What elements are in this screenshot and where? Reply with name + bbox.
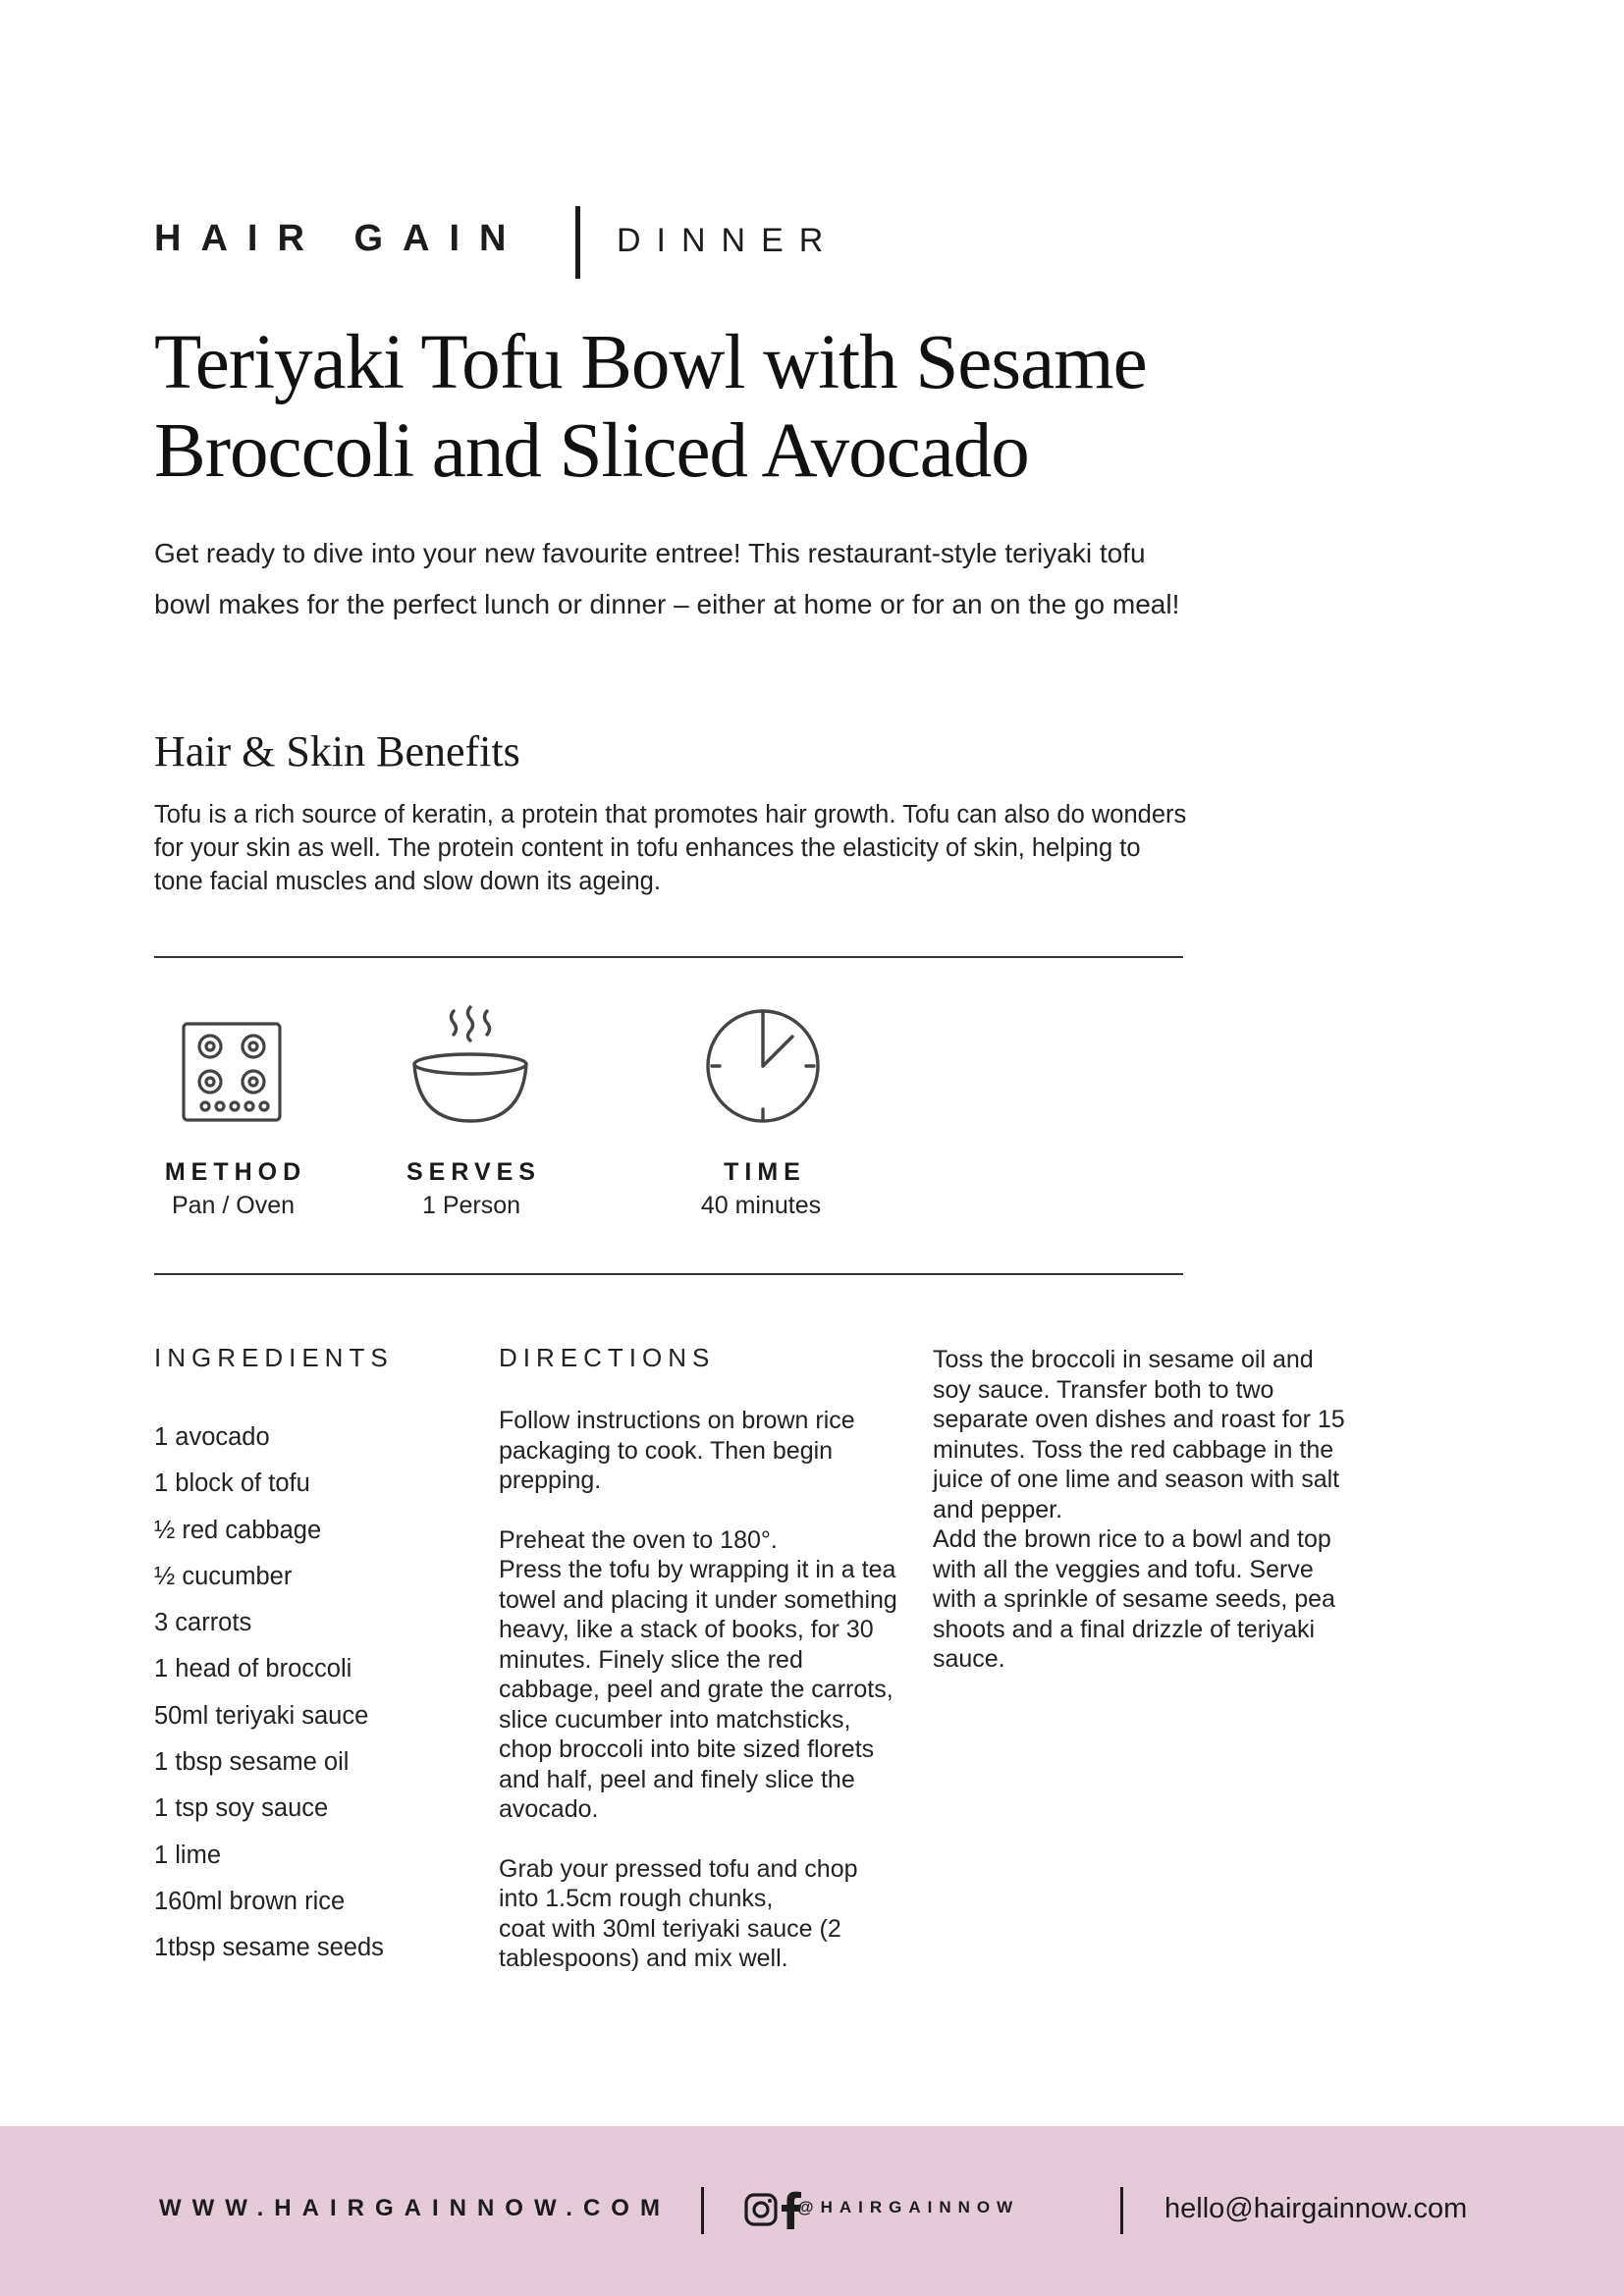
clock-icon xyxy=(704,1007,822,1125)
direction-step-3 xyxy=(499,1854,901,1974)
list-item: 1 tsp soy sauce xyxy=(154,1794,329,1823)
serves-value: 1 Person xyxy=(421,1192,521,1219)
divider-bottom xyxy=(154,1273,1183,1275)
method-value: Pan / Oven xyxy=(171,1192,296,1219)
list-item: 1 tbsp sesame oil xyxy=(154,1748,350,1777)
direction-step-2-preheat: Preheat the oven to 180°. xyxy=(499,1525,778,1554)
recipe-category: DINNER xyxy=(617,222,839,259)
steaming-bowl-icon xyxy=(408,1005,532,1127)
ingredients-list xyxy=(154,1422,384,1980)
ingredients-heading: INGREDIENTS xyxy=(154,1343,394,1372)
header-divider xyxy=(575,206,580,279)
benefits-heading: Hair & Skin Benefits xyxy=(154,727,520,775)
directions-heading: DIRECTIONS xyxy=(499,1343,716,1372)
list-item: 1 head of broccoli xyxy=(154,1655,352,1683)
list-item: 50ml teriyaki sauce xyxy=(154,1701,369,1730)
list-item: ½ red cabbage xyxy=(154,1516,322,1544)
direction-step-3-chop: Grab your pressed tofu and chop into 1.5cm rough chunks, xyxy=(499,1854,858,1912)
footer-divider-1 xyxy=(701,2187,704,2234)
direction-step-4: Toss the broccoli in sesame oil and soy sauce. Transfer both to two separate oven dishes and roast for 15 minutes. Toss the red cabbage in the juice of one lime and season with salt and pepper. xyxy=(933,1346,1345,1523)
recipe-title-line-2: Broccoli and Sliced Avocado xyxy=(154,408,1029,494)
recipe-title xyxy=(154,319,1234,496)
time-value: 40 minutes xyxy=(700,1192,822,1219)
footer-website-link[interactable]: WWW.HAIRGAINNOW.COM xyxy=(159,2195,671,2221)
footer-email-link[interactable]: hello@hairgainnow.com xyxy=(1164,2193,1468,2224)
instagram-icon[interactable] xyxy=(744,2193,778,2226)
list-item: 1 avocado xyxy=(154,1423,270,1451)
direction-step-3-coat: coat with 30ml teriyaki sauce (2 tablespoons) and mix well. xyxy=(499,1914,841,1972)
list-item: 1 lime xyxy=(154,1841,222,1869)
recipe-title-line-1: Teriyaki Tofu Bowl with Sesame xyxy=(154,320,1147,405)
list-item: ½ cucumber xyxy=(154,1562,293,1590)
list-item: 1tbsp sesame seeds xyxy=(154,1934,384,1962)
serves-label: SERVES xyxy=(406,1158,541,1186)
recipe-intro: Get ready to dive into your new favourite entree! This restaurant-style teriyaki tofu bowl makes for the perfect lunch or dinner – either at home or for an on the go meal! xyxy=(154,538,1180,619)
brand-logo: HAIR GAIN xyxy=(154,218,526,259)
directions-column-1 xyxy=(499,1406,901,1974)
list-item: 3 carrots xyxy=(154,1609,252,1637)
direction-step-2-prep: Press the tofu by wrapping it in a tea towel and placing it under something heavy, like a stack of books, for 30 minutes. Finely slice the red cabbage, peel and grate the carrots, slice cucumber into matchsticks, chop broccoli into bite sized florets and half, peel and finely slice the avocado. xyxy=(499,1556,897,1823)
direction-step-5: Add the brown rice to a bowl and top with all the veggies and tofu. Serve with a sprinkle of sesame seeds, pea shoots and a final drizzle of teriyaki sauce. xyxy=(933,1525,1335,1673)
list-item: 1 block of tofu xyxy=(154,1469,310,1498)
footer-divider-2 xyxy=(1120,2187,1123,2234)
directions-column-2 xyxy=(933,1345,1345,1675)
divider-top xyxy=(154,956,1183,958)
method-label: METHOD xyxy=(164,1158,307,1186)
stovetop-icon xyxy=(181,1021,283,1125)
footer-social-handle[interactable]: @HAIRGAINNOW xyxy=(797,2198,1020,2216)
direction-step-1: Follow instructions on brown rice packaging to cook. Then begin prepping. xyxy=(499,1407,855,1494)
list-item: 160ml brown rice xyxy=(154,1887,346,1915)
direction-step-2 xyxy=(499,1525,901,1825)
benefits-text: Tofu is a rich source of keratin, a protein that promotes hair growth. Tofu can also do wonders for your skin as well. The protein content in tofu enhances the elasticity of skin, helping to tone facial muscles and slow down its ageing. xyxy=(154,801,1187,895)
time-label: TIME xyxy=(724,1158,806,1186)
